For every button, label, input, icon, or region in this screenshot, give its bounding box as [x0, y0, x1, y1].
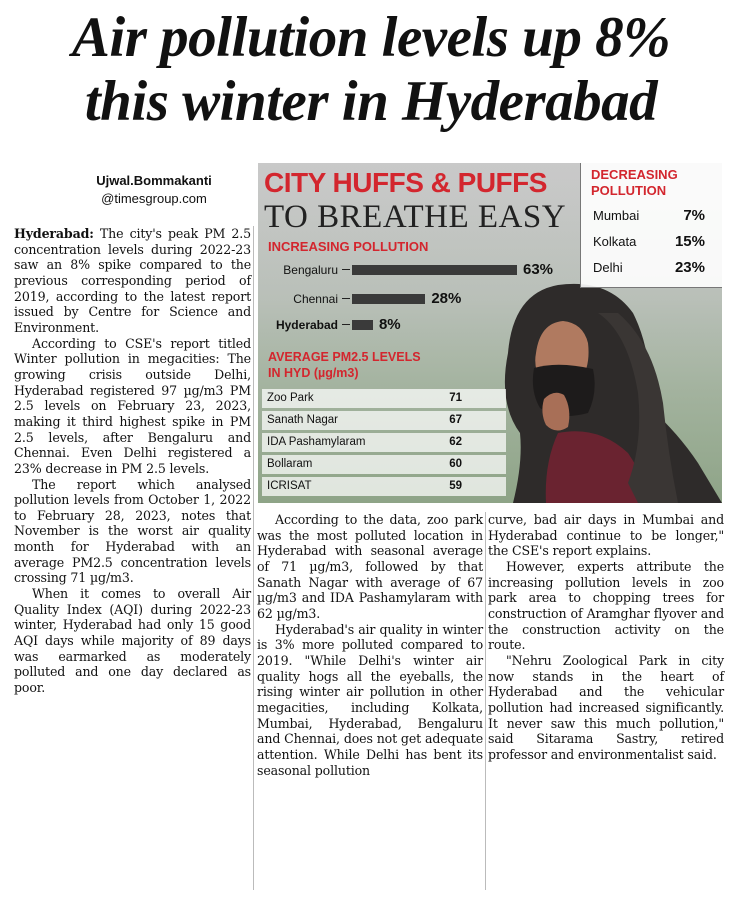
bar-city-label: Chennai: [293, 292, 338, 306]
average-pm25-label-line-2: IN HYD (µg/m3): [268, 366, 359, 380]
decreasing-row: [593, 257, 713, 279]
article-paragraph: According to CSE's report titled Winter pollution in megacities: The growing crisis outside Delhi, Hyderabad registered 97 µg/m3 PM 2.5 levels on February 23, 2023, making it third highest spike in PM 2.5 levels, after Bengaluru and Chennai. Even Delhi registered a 23% decrease in PM 2.5 levels.: [14, 335, 251, 476]
headline-line-1: Air pollution levels up 8%: [71, 6, 671, 69]
bar-tick: [342, 269, 350, 270]
bar-value-label: 63%: [523, 261, 554, 278]
article-paragraph: curve, bad air days in Mumbai and Hyderabad continue to be longer," the CSE's report explains.: [488, 512, 724, 559]
decreasing-city: Delhi: [593, 260, 623, 275]
bar-value-label: 28%: [431, 290, 462, 307]
decreasing-city: Mumbai: [593, 208, 640, 223]
bar-tick: [342, 298, 350, 299]
avg-value: 60: [449, 458, 462, 470]
average-pm25-label-line-1: AVERAGE PM2.5 LEVELS: [268, 350, 421, 364]
byline-email: @timesgroup.com: [101, 191, 207, 206]
dateline-kicker: Hyderabad:: [14, 226, 94, 241]
decreasing-row: [593, 205, 713, 227]
graphic-title-line-1: CITY HUFFS & PUFFS: [264, 167, 547, 198]
avg-place: Bollaram: [267, 458, 313, 470]
avg-value: 62: [449, 436, 462, 448]
avg-row: [262, 389, 506, 408]
average-pm25-label: [268, 349, 421, 381]
decreasing-pct: 7%: [683, 207, 705, 224]
article-paragraph: According to the data, zoo park was the most polluted location in Hyderabad with seasonal average of 71 µg/m3, followed by that Sanath Nagar with average of 67 µg/m3 and IDA Pashamylaram with 62 µg/m3.: [257, 512, 483, 621]
avg-place: ICRISAT: [267, 480, 312, 492]
avg-row: [262, 455, 506, 474]
infographic: [258, 163, 722, 503]
decreasing-pct: 23%: [674, 259, 705, 276]
bar: [352, 320, 373, 330]
article-paragraph: The report which analysed pollution levels from October 1, 2022 to February 28, 2023, notes that November is the worst air quality month for Hyderabad with an average PM2.5 concentration levels crossing 71 µg/m3.: [14, 476, 251, 586]
article-paragraph: When it comes to overall Air Quality Index (AQI) during 2022-23 winter, Hyderabad had only 15 good AQI days while majority of 89 days was earmarked as moderately polluted and one day declared as poor.: [14, 586, 251, 696]
column-divider: [253, 226, 254, 890]
decreasing-pollution-box: [580, 163, 722, 288]
decreasing-pollution-label: [591, 167, 678, 199]
bar-city-label: Hyderabad: [275, 318, 338, 332]
bar-tick: [342, 324, 350, 325]
avg-row: [262, 477, 506, 496]
article-paragraph: However, experts attribute the increasing pollution levels in zoo park area to chopping trees for construction of Aramghar flyover and the construction activity on the route.: [488, 558, 724, 653]
article-paragraph: "Nehru Zoological Park in city now stands in the heart of Hyderabad and the vehicular pollution had increased significantly. It never saw this much pollution," said Sitarama Sastry, retired professor and environmentalist said.: [488, 652, 724, 762]
bar-city-label: Bengaluru: [283, 263, 338, 277]
byline: [54, 172, 254, 208]
bar: [352, 265, 517, 275]
article-column-3: [488, 512, 724, 763]
article-column-2: [257, 512, 483, 778]
avg-place: Zoo Park: [267, 392, 314, 404]
article-paragraph: Hyderabad's air quality in winter is 3% more polluted compared to 2019. "While Delhi's winter air quality hogs all the eyeballs, the rising winter air pollution in other megacities, including Kolkata, Mumbai, Hyderabad, Bengaluru and Chennai, does not get adequate attention. While Delhi has bent its seasonal pollution: [257, 621, 483, 778]
decreasing-row: [593, 231, 713, 253]
bar-value-label: 8%: [378, 316, 401, 333]
increasing-pollution-label: INCREASING POLLUTION: [268, 239, 429, 254]
article-column-1: [14, 226, 251, 696]
decreasing-label-line-2: POLLUTION: [591, 183, 667, 198]
decreasing-pct: 15%: [674, 233, 705, 250]
headline: [0, 6, 742, 134]
bar: [352, 294, 425, 304]
avg-row: [262, 433, 506, 452]
graphic-title-line-2: TO BREATHE EASY: [264, 199, 567, 235]
decreasing-city: Kolkata: [593, 234, 637, 249]
article-paragraph: [14, 226, 251, 336]
headline-line-2: this winter in Hyderabad: [84, 70, 658, 133]
avg-place: Sanath Nagar: [267, 414, 338, 426]
avg-row: [262, 411, 506, 430]
avg-value: 67: [449, 414, 462, 426]
avg-value: 71: [449, 392, 462, 404]
avg-value: 59: [449, 480, 462, 492]
column-divider: [485, 512, 486, 890]
avg-place: IDA Pashamylaram: [267, 436, 366, 448]
byline-name: Ujwal.Bommakanti: [96, 173, 212, 188]
decreasing-label-line-1: DECREASING: [591, 167, 678, 182]
article-paragraph-text: The city's peak PM 2.5 concentration levels during 2022-23 saw an 8% spike compared to the previous corresponding period of 2019, according to the latest report issued by Centre for Science and Environment.: [14, 226, 251, 335]
